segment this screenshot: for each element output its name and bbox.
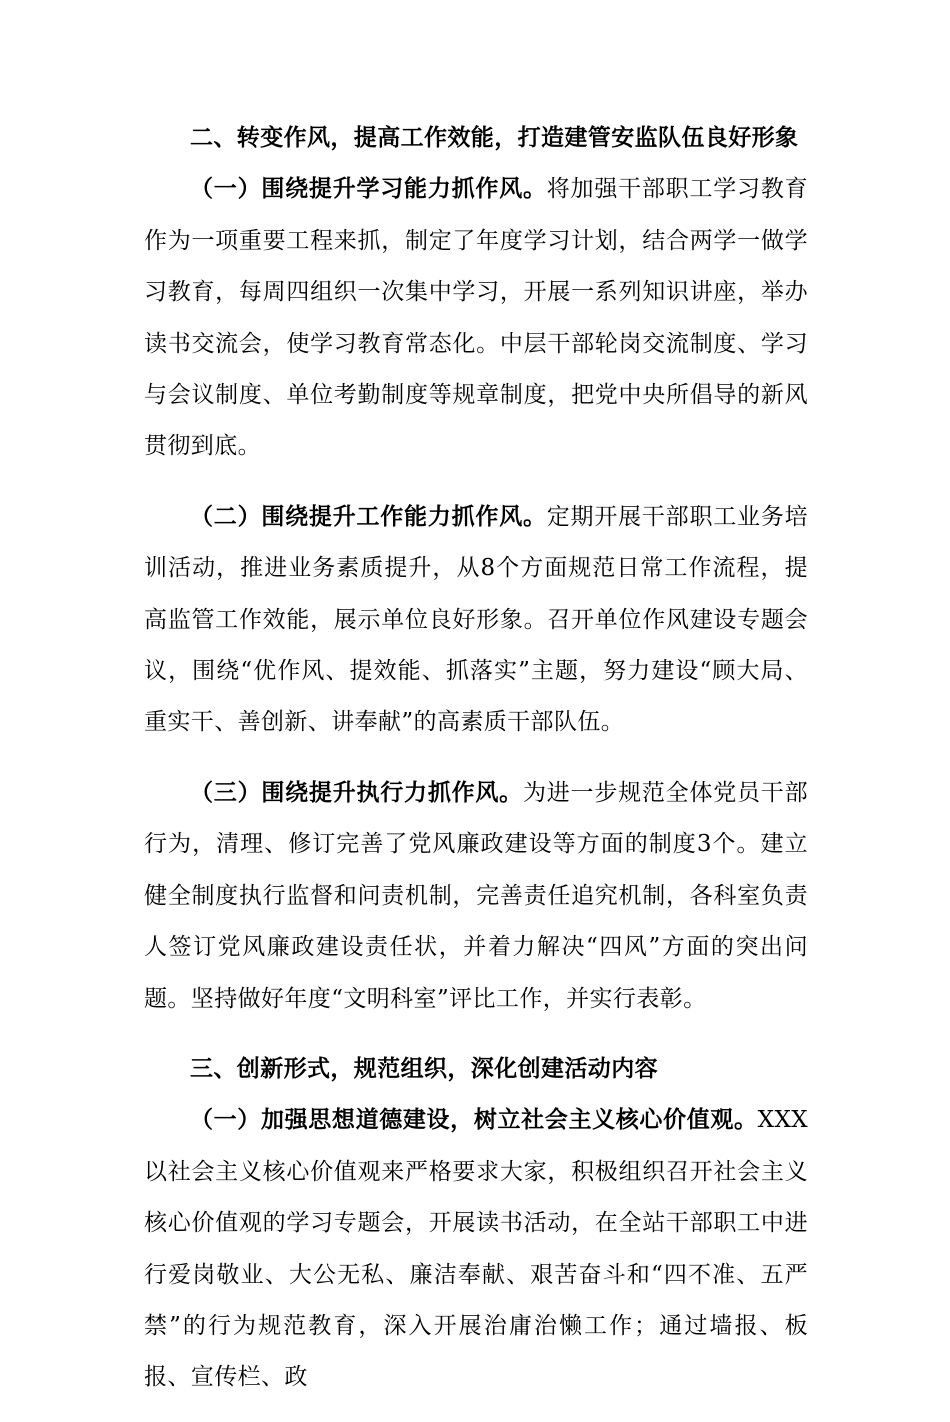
paragraph-lead: （二）围绕提升工作能力抓作风。 <box>190 502 547 530</box>
paragraph-3-1 <box>144 1094 808 1403</box>
paragraph-lead: （一）围绕提升学习能力抓作风。 <box>190 175 547 203</box>
paragraph-lead: （三）围绕提升执行力抓作风。 <box>190 778 523 806</box>
paragraph-body: 定期开展干部职工业务培训活动，推进业务素质提升，从8个方面规范日常工作流程，提高监管工作效能，展示单位良好形象。召开单位作风建设专题会议，围绕“优作风、提效能、抓落实”主题，努力建设“顾大局、重实干、善创新、讲奉献”的高素质干部队伍。 <box>144 503 809 736</box>
paragraph-lead: （一）加强思想道德建设，树立社会主义核心价值观。 <box>190 1106 758 1134</box>
paragraph-body: 为进一步规范全体党员干部行为，清理、修订完善了党风廉政建设等方面的制度3个。建立健全制度执行监督和问责机制，完善责任追究机制，各科室负责人签订党风廉政建设责任状，并着力解决“四风”方面的突出问题。坚持做好年度“文明科室”评比工作，并实行表彰。 <box>144 779 808 1012</box>
paragraph-body: XXX以社会主义核心价值观来严格要求大家，积极组织召开社会主义核心价值观的学习专题会，开展读书活动，在全站干部职工中进行爱岗敬业、大公无私、廉洁奉献、艰苦奋斗和“四不准、五严禁”的行为规范教育，深入开展治庸治懒工作；通过墙报、板报、宣传栏、政 <box>144 1107 808 1391</box>
paragraph-2-2 <box>144 491 808 749</box>
section-heading-2: 二、转变作风，提高工作效能，打造建管安监队伍良好形象 <box>190 124 799 151</box>
paragraph-2-1 <box>144 163 808 472</box>
paragraph-2-3 <box>144 767 808 1025</box>
section-heading-3: 三、创新形式，规范组织，深化创建活动内容 <box>190 1054 658 1082</box>
document-body <box>144 112 808 1422</box>
paragraph-body: 将加强干部职工学习教育作为一项重要工程来抓，制定了年度学习计划，结合两学一做学习教育，每周四组织一次集中学习，开展一系列知识讲座，举办读书交流会，使学习教育常态化。中层干部轮岗交流制度、学习与会议制度、单位考勤制度等规章制度，把党中央所倡导的新风贯彻到底。 <box>144 176 809 460</box>
